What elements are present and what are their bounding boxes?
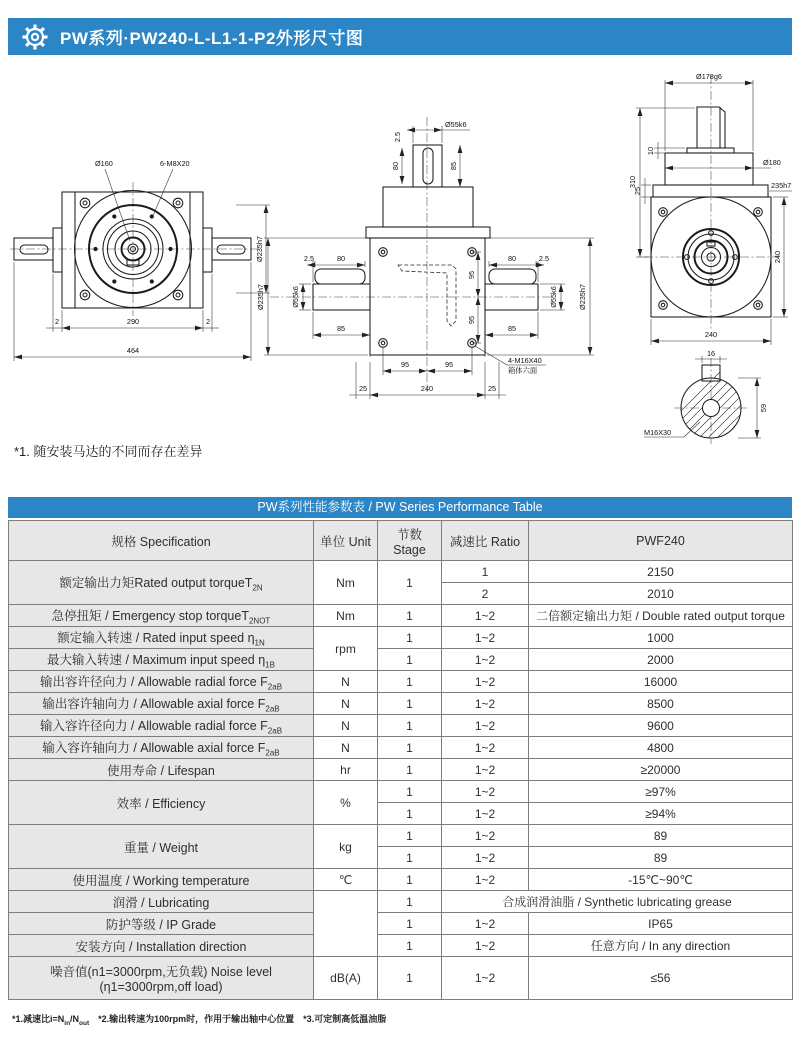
value-cell: 1000: [529, 627, 793, 649]
stage-cell: 1: [378, 957, 442, 1000]
dim-label: 95: [400, 360, 410, 369]
unit-cell: hr: [314, 759, 378, 781]
spec-cell: 噪音值(n1=3000rpm,无负载) Noise level (η1=3000rpm,off load): [9, 957, 314, 1000]
shaft-section: [638, 349, 792, 444]
ratio-cell: 1~2: [442, 649, 529, 671]
dim-label: 95: [467, 315, 476, 325]
spec-cell: 输出容许径向力 / Allowable radial force $F_{2aB}$: [9, 671, 314, 693]
value-cell: 4800: [529, 737, 793, 759]
value-cell: ≥94%: [529, 803, 793, 825]
dim-label: 85: [336, 324, 346, 333]
dim-label: 240: [773, 250, 782, 264]
dim-label: Ø55k6: [549, 286, 558, 308]
stage-cell: 1: [378, 935, 442, 957]
table-row: [9, 891, 793, 913]
stage-cell: 1: [378, 869, 442, 891]
dim-label: 16: [706, 349, 716, 358]
ratio-cell: 1~2: [442, 715, 529, 737]
ratio-cell: 1~2: [442, 825, 529, 847]
spec-cell: 防护等级 / IP Grade: [9, 913, 314, 935]
dim-label: M16X30: [644, 428, 672, 437]
value-cell: 2010: [529, 583, 793, 605]
dim-label: Ø178g6: [696, 72, 722, 81]
col-stage: 节数 Stage: [378, 521, 442, 561]
stage-cell: 1: [378, 825, 442, 847]
ratio-cell: 1~2: [442, 781, 529, 803]
ratio-cell: 1~2: [442, 737, 529, 759]
body-bolt-holes: [379, 248, 477, 348]
dim-label: 85: [507, 324, 517, 333]
value-cell: 9600: [529, 715, 793, 737]
dim-label: 6-M8X20: [160, 159, 190, 168]
ratio-cell: 1~2: [442, 671, 529, 693]
spec-cell: 使用寿命 / Lifespan: [9, 759, 314, 781]
ratio-cell: 2: [442, 583, 529, 605]
table-row: [9, 913, 793, 935]
table-row: [9, 605, 793, 627]
dim-label: 240: [704, 330, 718, 339]
spec-cell: 额定输出力矩Rated output torqueT$_{2N}$: [9, 561, 314, 605]
top-view: [628, 72, 792, 345]
ratio-cell: 1~2: [442, 803, 529, 825]
spec-cell: 输入容许径向力 / Allowable radial force $F_{2aB}$: [9, 715, 314, 737]
value-cell: ≥20000: [529, 759, 793, 781]
dim-label: 235h7: [771, 181, 792, 190]
dim-label: 25: [487, 384, 497, 393]
dim-label: 2.5: [393, 131, 402, 143]
dim-label: 2: [54, 317, 60, 326]
stage-cell: 1: [378, 759, 442, 781]
value-cell: 合成润滑油脂 / Synthetic lubricating grease: [442, 891, 793, 913]
unit-cell: %: [314, 781, 378, 825]
unit-cell: kg: [314, 825, 378, 869]
dim-label: 240: [420, 384, 434, 393]
table-row: [9, 671, 793, 693]
dim-label: 59: [759, 403, 768, 413]
stage-cell: 1: [378, 847, 442, 869]
front-view: [10, 159, 270, 361]
ratio-cell: 1~2: [442, 605, 529, 627]
col-specification: 规格 Specification: [9, 521, 314, 561]
dimension-drawing: [8, 62, 792, 449]
col-model: PWF240: [529, 521, 793, 561]
dim-label: Ø55k6: [291, 286, 300, 308]
gear-icon: [20, 22, 50, 52]
ratio-cell: 1~2: [442, 913, 529, 935]
value-cell: 二倍额定输出力矩 / Double rated output torque: [529, 605, 793, 627]
dim-label: 10: [646, 146, 655, 156]
ratio-cell: 1~2: [442, 627, 529, 649]
dim-label: 4-M16X40: [508, 356, 542, 365]
page-title: PW系列·PW240-L-L1-1-P2外形尺寸图: [60, 29, 364, 48]
side-view: [256, 117, 594, 399]
table-row: [9, 957, 793, 1000]
stage-cell: 1: [378, 649, 442, 671]
value-cell: 16000: [529, 671, 793, 693]
unit-cell: Nm: [314, 561, 378, 605]
dim-label: 2: [205, 317, 211, 326]
table-row: [9, 561, 793, 583]
value-cell: 任意方向 / In any direction: [529, 935, 793, 957]
dim-label: 80: [507, 254, 517, 263]
unit-cell: N: [314, 737, 378, 759]
spec-cell: 最大输入转速 / Maximum input speed $\eta_{1B}$: [9, 649, 314, 671]
value-cell: 89: [529, 825, 793, 847]
spec-cell: 安装方向 / Installation direction: [9, 935, 314, 957]
table-title: PW系列性能参数表 / PW Series Performance Table: [8, 497, 792, 518]
dim-label: 2.5: [538, 254, 550, 263]
stage-cell: 1: [378, 737, 442, 759]
dim-label: 464: [126, 346, 140, 355]
ratio-cell: 1~2: [442, 957, 529, 1000]
spec-cell: 润滑 / Lubricating: [9, 891, 314, 913]
value-cell: 8500: [529, 693, 793, 715]
stage-cell: 1: [378, 891, 442, 913]
value-cell: 2150: [529, 561, 793, 583]
stage-cell: 1: [378, 627, 442, 649]
dim-label: 95: [444, 360, 454, 369]
spec-cell: 额定输入转速 / Rated input speed $\eta_{1N}$: [9, 627, 314, 649]
dim-label: 箱体六面: [508, 366, 538, 375]
stage-cell: 1: [378, 671, 442, 693]
dim-label: 80: [336, 254, 346, 263]
spec-cell: 重量 / Weight: [9, 825, 314, 869]
col-unit: 单位 Unit: [314, 521, 378, 561]
table-row: [9, 715, 793, 737]
ratio-cell: 1~2: [442, 847, 529, 869]
spec-cell: 输出容许轴向力 / Allowable axial force $F_{2aB}$: [9, 693, 314, 715]
stage-cell: 1: [378, 803, 442, 825]
col-ratio: 减速比 Ratio: [442, 521, 529, 561]
table-row: [9, 759, 793, 781]
dim-label: 25: [358, 384, 368, 393]
table-row: [9, 781, 793, 803]
stage-cell: 1: [378, 605, 442, 627]
ratio-cell: 1~2: [442, 759, 529, 781]
dim-label: 80: [391, 161, 400, 171]
dim-label: 95: [467, 270, 476, 280]
dim-label: Ø235h7: [255, 236, 264, 262]
stage-cell: 1: [378, 781, 442, 803]
table-row: [9, 693, 793, 715]
unit-cell: dB(A): [314, 957, 378, 1000]
dim-label: Ø55k6: [445, 120, 467, 129]
dim-label: 310: [628, 175, 637, 189]
spec-cell: 输入容许轴向力 / Allowable axial force $F_{2aB}$: [9, 737, 314, 759]
spec-cell: 使用温度 / Working temperature: [9, 869, 314, 891]
table-header-row: [9, 521, 793, 561]
dim-label: 2.5: [303, 254, 315, 263]
unit-cell: rpm: [314, 627, 378, 671]
table-row: [9, 935, 793, 957]
dim-label: 25: [633, 186, 642, 196]
value-cell: -15℃~90℃: [529, 869, 793, 891]
dim-label: Ø235h7: [578, 284, 587, 310]
performance-table-section: [8, 497, 792, 1000]
page-header: [8, 18, 792, 55]
performance-table: [8, 520, 793, 1000]
value-cell: ≤56: [529, 957, 793, 1000]
value-cell: IP65: [529, 913, 793, 935]
stage-cell: 1: [378, 561, 442, 605]
spec-cell: 效率 / Efficiency: [9, 781, 314, 825]
dim-label: Ø160: [95, 159, 113, 168]
dim-label: 85: [449, 161, 458, 171]
unit-cell: N: [314, 693, 378, 715]
stage-cell: 1: [378, 913, 442, 935]
dim-label: 290: [126, 317, 140, 326]
footnote: *1.减速比$i=N_{in}/N_{out}$ *2.输出转速为100rpm时，作用于输出轴中心位置 *3.可定制高低温油脂: [12, 1014, 387, 1027]
ratio-cell: 1: [442, 561, 529, 583]
dim-label: Ø235h7: [256, 284, 265, 310]
ratio-cell: 1~2: [442, 869, 529, 891]
corner-bolt-holes: [659, 208, 763, 310]
table-row: [9, 869, 793, 891]
unit-cell: N: [314, 671, 378, 693]
unit-cell: N: [314, 715, 378, 737]
stage-cell: 1: [378, 693, 442, 715]
unit-cell: [314, 891, 378, 957]
value-cell: ≥97%: [529, 781, 793, 803]
dim-label: Ø180: [763, 158, 781, 167]
value-cell: 89: [529, 847, 793, 869]
ratio-cell: 1~2: [442, 935, 529, 957]
table-row: [9, 649, 793, 671]
unit-cell: ℃: [314, 869, 378, 891]
drawing-note: *1. 随安装马达的不同而存在差异: [14, 444, 203, 459]
stage-cell: 1: [378, 715, 442, 737]
table-row: [9, 825, 793, 847]
table-row: [9, 737, 793, 759]
value-cell: 2000: [529, 649, 793, 671]
unit-cell: Nm: [314, 605, 378, 627]
table-row: [9, 627, 793, 649]
spec-cell: 急停扭矩 / Emergency stop torqueT$_{2NOT}$: [9, 605, 314, 627]
ratio-cell: 1~2: [442, 693, 529, 715]
